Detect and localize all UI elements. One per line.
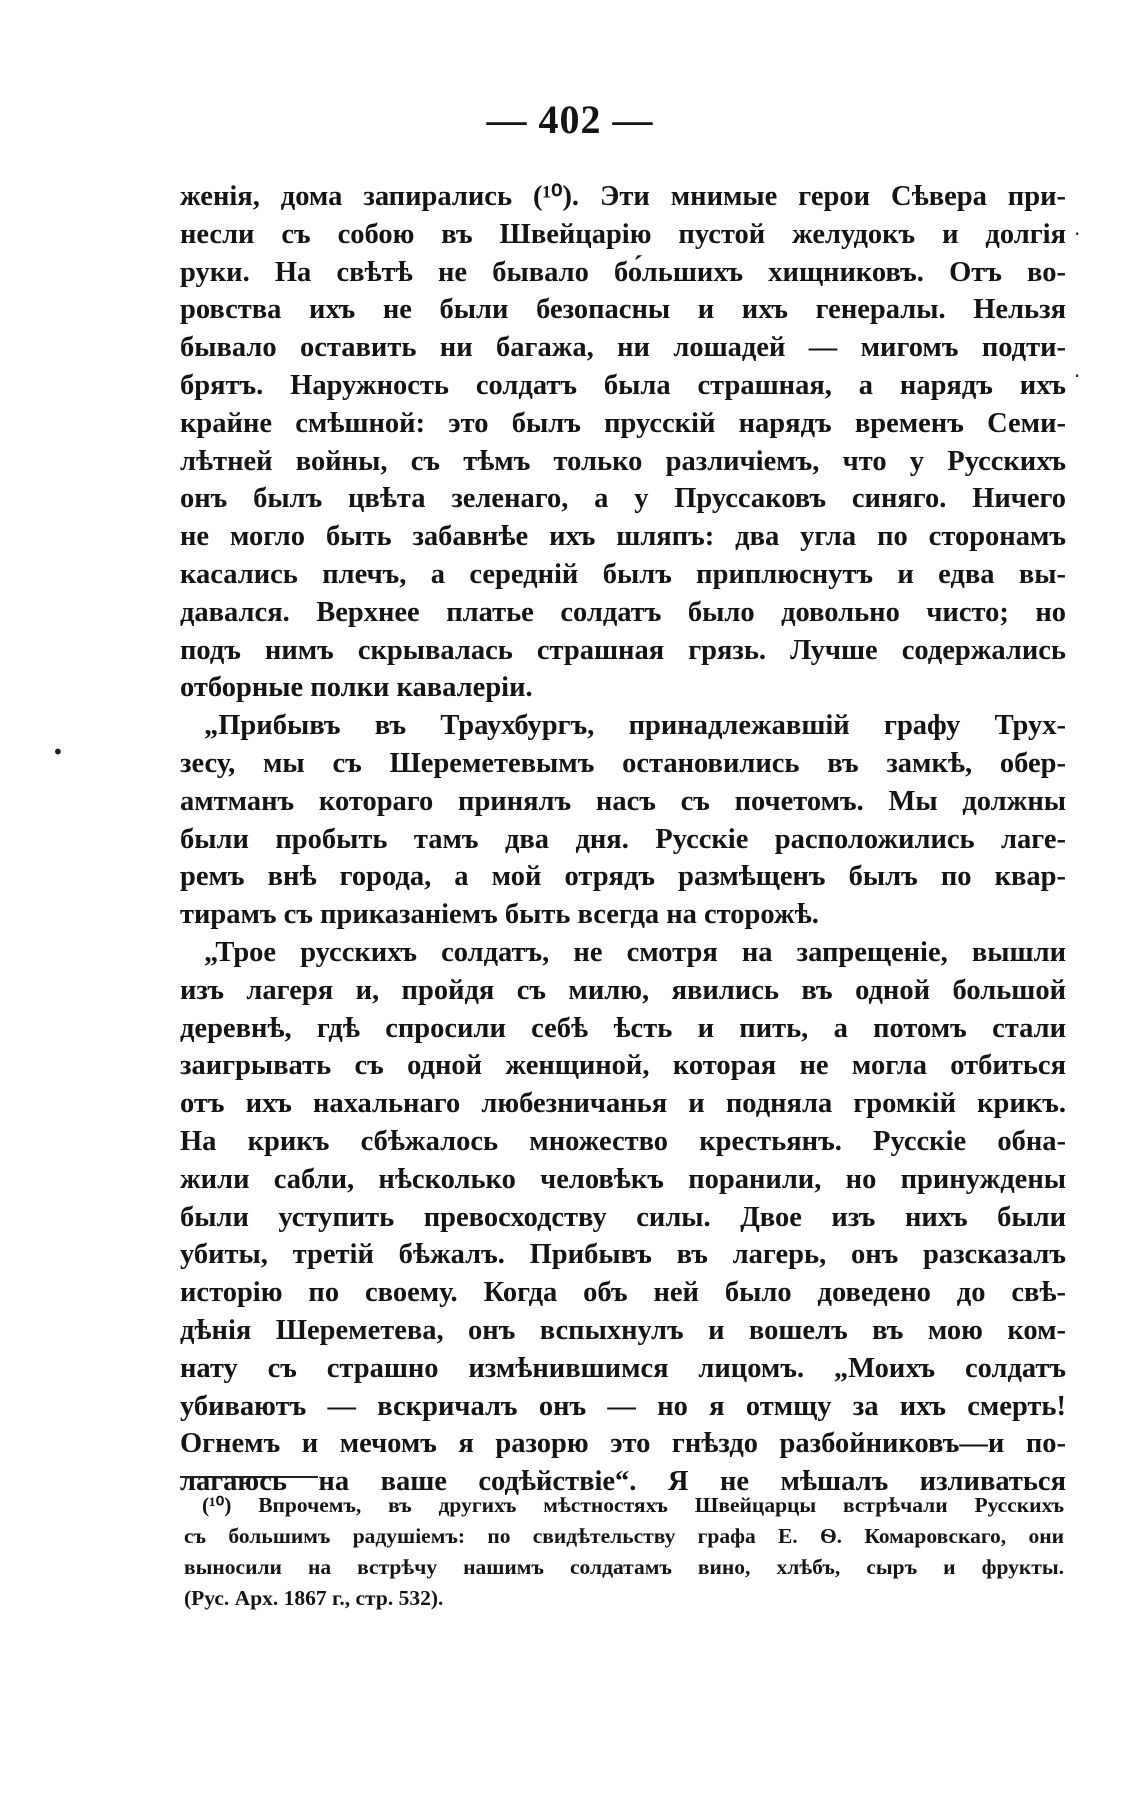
body-line: „Прибывъ въ Траухбургъ, принадлежавшій графу Трух- <box>204 710 1066 742</box>
footnote-line: выносили на встрѣчу нашимъ солдатамъ вино, хлѣбъ, сыръ и фрукты. <box>184 1555 1064 1579</box>
body-line: брятъ. Наружность солдатъ была страшная, а нарядъ ихъ <box>180 369 1066 401</box>
body-line: подъ нимъ скрывалась страшная грязь. Лучше содержались <box>180 634 1066 666</box>
body-line: несли съ собою въ Швейцарію пустой желудокъ и долгія <box>180 218 1066 250</box>
body-line: убиты, третій бѣжалъ. Прибывъ въ лагерь, онъ разсказалъ <box>180 1239 1066 1271</box>
body-line: касались плечъ, а середній былъ приплюснутъ и едва вы- <box>180 558 1066 590</box>
page-number: — 402 — <box>486 97 654 142</box>
footnote <box>184 1490 1064 1614</box>
body-line: отъ ихъ нахальнаго любезничанья и подняла громкій крикъ. <box>180 1088 1066 1120</box>
body-line: ремъ внѣ города, а мой отрядъ размѣщенъ былъ по квар- <box>180 861 1066 893</box>
body-line: тирамъ съ приказаніемъ быть всегда на сторожѣ. <box>180 899 819 931</box>
body-line: были уступить превосходству силы. Двое изъ нихъ были <box>180 1201 1066 1233</box>
body-line: убиваютъ — вскричалъ онъ — но я отмщу за ихъ смерть! <box>180 1390 1066 1422</box>
body-line: нату съ страшно измѣнившимся лицомъ. „Моихъ солдатъ <box>180 1352 1066 1384</box>
margin-dot-mark: · <box>1074 364 1081 388</box>
body-line: зесу, мы съ Шереметевымъ остановились въ замкѣ, обер- <box>180 747 1066 779</box>
body-text <box>180 178 1066 1501</box>
body-line: лѣтней войны, съ тѣмъ только различіемъ, что у Русскихъ <box>180 445 1066 477</box>
body-line: были пробыть тамъ два дня. Русскіе расположились лаге- <box>180 823 1066 855</box>
footnote-line: (¹⁰) Впрочемъ, въ другихъ мѣстностяхъ Швейцарцы встрѣчали Русскихъ <box>202 1493 1064 1517</box>
body-line: исторію по своему. Когда объ ней было доведено до свѣ- <box>180 1277 1066 1309</box>
body-line: деревнѣ, гдѣ спросили себѣ ѣсть и пить, а потомъ стали <box>180 1012 1066 1044</box>
body-line: лагаюсь на ваше содѣйствіе“. Я не мѣшалъ изливаться <box>180 1466 1066 1498</box>
body-line: заигрывать съ одной женщиной, которая не могла отбиться <box>180 1050 1066 1082</box>
body-line: давался. Верхнее платье солдатъ было довольно чисто; но <box>180 596 1066 628</box>
body-line: женія, дома запирались (¹⁰). Эти мнимые герои Сѣвера при- <box>180 181 1066 212</box>
margin-dot-mark: · <box>1074 222 1081 246</box>
body-line: не могло быть забавнѣе ихъ шляпъ: два угла по сторонамъ <box>180 521 1066 553</box>
body-line: На крикъ сбѣжалось множество крестьянъ. Русскіе обна- <box>180 1125 1066 1157</box>
body-line: руки. На свѣтѣ не бывало бо́льшихъ хищниковъ. Отъ во- <box>180 256 1066 288</box>
body-line: „Трое русскихъ солдатъ, не смотря на запрещеніе, вышли <box>204 936 1066 968</box>
body-line: жили сабли, нѣсколько человѣкъ поранили, но принуждены <box>180 1163 1066 1195</box>
body-line: Огнемъ и мечомъ я разорю это гнѣздо разбойниковъ—и по- <box>180 1428 1066 1460</box>
footnote-line: (Рус. Арх. 1867 г., стр. 532). <box>184 1586 444 1610</box>
body-line: онъ былъ цвѣта зеленаго, а у Пруссаковъ синяго. Ничего <box>180 483 1066 515</box>
body-line: изъ лагеря и, пройдя съ милю, явились въ одной большой <box>180 974 1066 1006</box>
footnote-divider <box>180 1476 318 1478</box>
margin-ink-mark: • <box>52 740 64 764</box>
body-line: дѣнія Шереметева, онъ вспыхнулъ и вошелъ въ мою ком- <box>180 1314 1066 1346</box>
body-line: бывало оставить ни багажа, ни лошадей — мигомъ подти- <box>180 332 1066 364</box>
body-line: крайне смѣшной: это былъ прусскій нарядъ временъ Семи- <box>180 407 1066 439</box>
body-line: ровства ихъ не были безопасны и ихъ генералы. Нельзя <box>180 294 1066 326</box>
body-line: отборные полки кавалеріи. <box>180 672 533 704</box>
body-line: амтманъ котораго принялъ насъ съ почетомъ. Мы должны <box>180 785 1066 817</box>
footnote-line: съ большимъ радушіемъ: по свидѣтельству графа Е. Ѳ. Комаровскаго, они <box>184 1524 1064 1548</box>
